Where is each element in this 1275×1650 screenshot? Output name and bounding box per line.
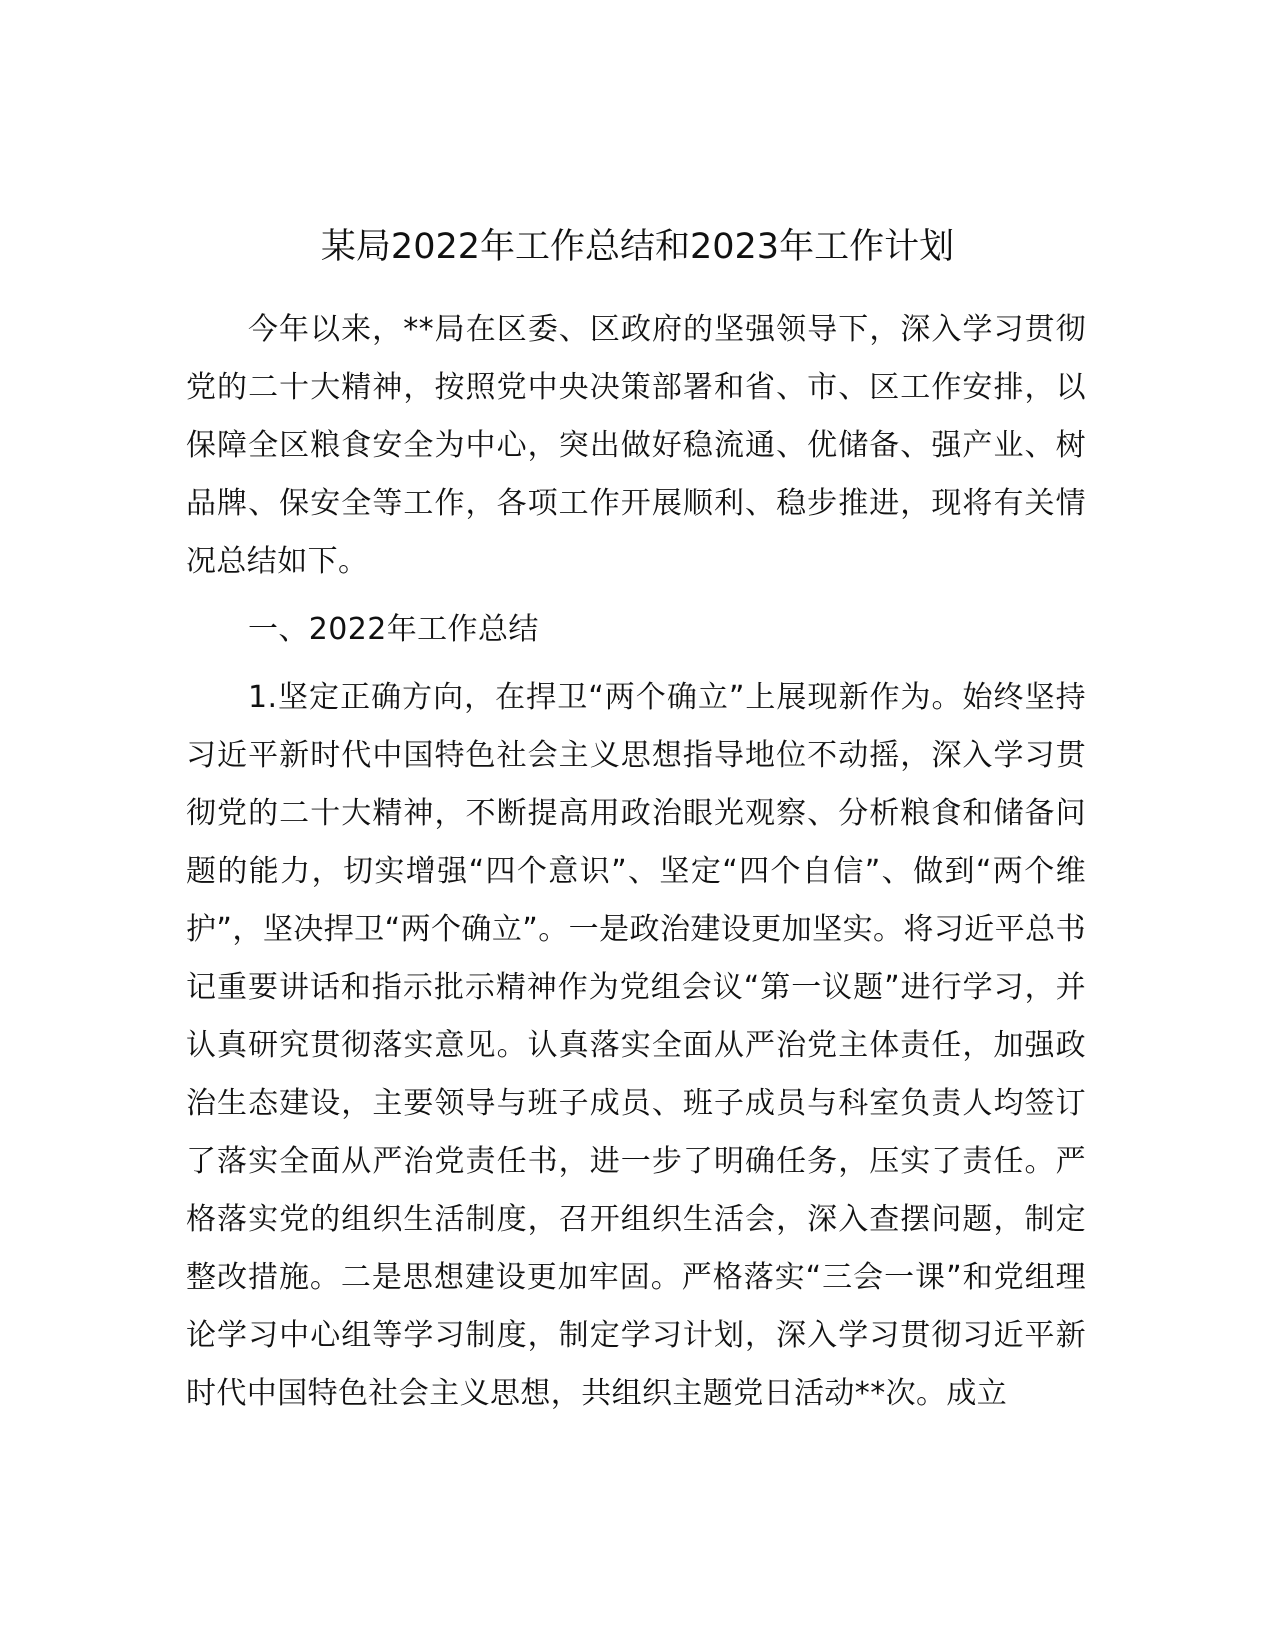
section-heading: 一、2022年工作总结 <box>248 612 539 647</box>
document-title: 某局2022年工作总结和2023年工作计划 <box>320 227 955 267</box>
document-body <box>186 301 1086 1423</box>
body-paragraph: 1.坚定正确方向，在捍卫“两个确立”上展现新作为。始终坚持习近平新时代中国特色社会主义思想指导地位不动摇，深入学习贯彻党的二十大精神，不断提高用政治眼光观察、分析粮食和储备问题的能力，切实增强“四个意识”、坚定“四个自信”、做到“两个维护”，坚决捍卫“两个确立”。一是政治建设更加坚实。将习近平总书记重要讲话和指示批示精神作为党组会议“第一议题”进行学习，并认真研究贯彻落实意见。认真落实全面从严治党主体责任，加强政治生态建设，主要领导与班子成员、班子成员与科室负责人均签订了落实全面从严治党责任书，进一步了明确任务，压实了责任。严格落实党的组织生活制度，召开组织生活会，深入查摆问题，制定整改措施。二是思想建设更加牢固。严格落实“三会一课”和党组理论学习中心组等学习制度，制定学习计划，深入学习贯彻习近平新时代中国特色社会主义思想，共组织主题党日活动**次。成立 <box>186 680 1086 1411</box>
intro-paragraph: 今年以来，**局在区委、区政府的坚强领导下，深入学习贯彻党的二十大精神，按照党中央决策部署和省、市、区工作安排，以保障全区粮食安全为中心，突出做好稳流通、优储备、强产业、树品牌、保安全等工作，各项工作开展顺利、稳步推进，现将有关情况总结如下。 <box>186 312 1086 579</box>
